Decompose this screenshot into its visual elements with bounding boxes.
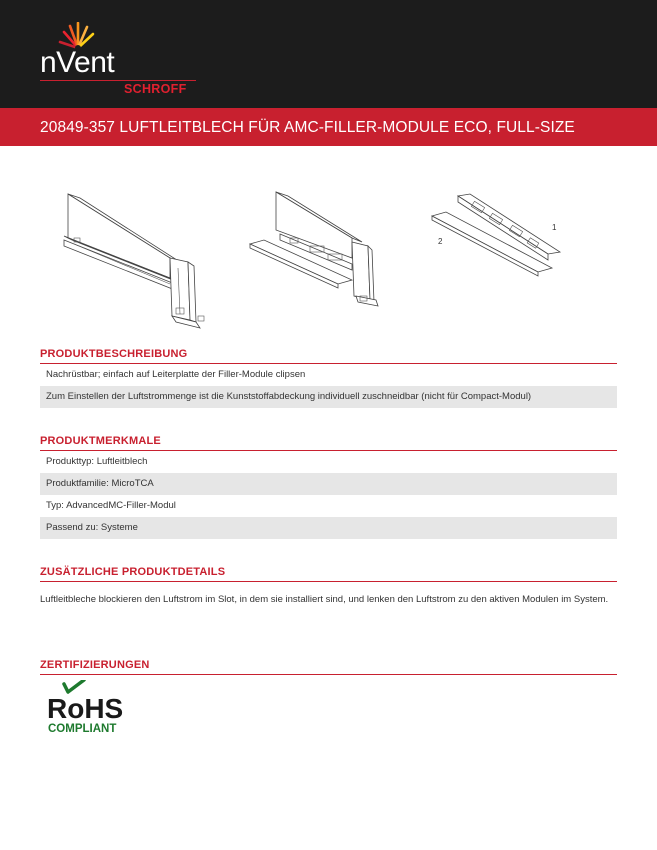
section-heading: PRODUKTBESCHREIBUNG <box>40 348 617 364</box>
rohs-badge-icon <box>44 680 124 740</box>
section-zertifizierungen <box>40 659 617 675</box>
logo-subbrand: SCHROFF <box>124 82 187 96</box>
product-drawing-exploded <box>240 188 390 333</box>
nvent-schroff-logo <box>40 22 200 102</box>
logo-divider <box>40 80 196 81</box>
section-heading: PRODUKTMERKMALE <box>40 435 617 451</box>
rohs-text: RoHS <box>47 693 124 724</box>
rohs-compliant-logo <box>44 680 124 740</box>
product-drawing-installed <box>60 188 210 333</box>
page-title: 20849-357 LUFTLEITBLECH FÜR AMC-FILLER-MODULE ECO, FULL-SIZE <box>40 119 575 136</box>
section-heading: ZUSÄTZLICHE PRODUKTDETAILS <box>40 566 617 582</box>
product-drawing-parts <box>428 188 578 288</box>
table-row: Typ: AdvancedMC-Filler-Modul <box>46 500 176 511</box>
details-paragraph: Luftleitbleche blockieren den Luftstrom im Slot, in dem sie installiert sind, und lenken den Luftstrom zu den aktiven Modulen im System. <box>40 594 609 605</box>
table-row: Passend zu: Systeme <box>40 517 617 539</box>
table-row: Zum Einstellen der Luftstrommenge ist die Kunststoffabdeckung individuell zuschneidbar (nicht für Compact-Modul) <box>40 386 617 408</box>
table-row: Produktfamilie: MicroTCA <box>40 473 617 495</box>
page-header <box>0 0 657 108</box>
section-produktmerkmale <box>40 435 617 539</box>
callout-2: 2 <box>438 237 443 246</box>
table-row: Produkttyp: Luftleitblech <box>46 456 148 467</box>
section-heading: ZERTIFIZIERUNGEN <box>40 659 617 675</box>
callout-1: 1 <box>552 223 557 232</box>
title-bar <box>0 108 657 146</box>
product-images <box>40 180 617 330</box>
logo-wordmark: nVent <box>40 46 115 79</box>
section-produktbeschreibung <box>40 348 617 408</box>
table-row: Nachrüstbar; einfach auf Leiterplatte der Filler-Module clipsen <box>46 369 306 380</box>
section-details <box>40 566 617 607</box>
compliant-text: COMPLIANT <box>48 723 117 735</box>
